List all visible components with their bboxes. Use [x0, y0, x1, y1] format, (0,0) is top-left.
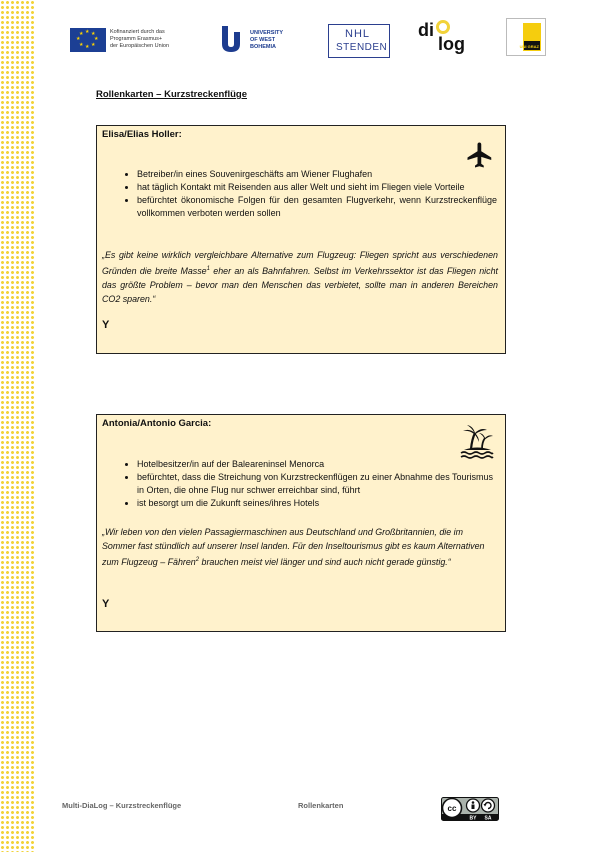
dialog-text-top: di [418, 20, 434, 40]
uwb-mark-icon [220, 24, 242, 54]
nhl-stenden-logo [328, 24, 390, 58]
list-item: • befürchtet, dass die Streichung von Kurzstreckenflügen zu einer Abnahme des Tourismus in Orten, die ohne Flug nur schwer erreichbar sind, führt [137, 471, 497, 497]
list-item: • Betreiber/in eines Souvenirgeschäfts am Wiener Flughafen [137, 168, 497, 181]
nhl-text: NHL [345, 28, 371, 40]
quote-text: „Wir leben von den vielen Passagiermaschinen aus Deutschland und Großbritannien, die im Sommer fast stündlich auf unserer Insel landen. Für den Inseltourismus gibt es kaum Alternativen zum Flugzeug – Fähren [102, 527, 485, 567]
footnote-ref: 2 [195, 557, 200, 563]
uwb-text-line: UNIVERSITY [250, 30, 284, 36]
dialog-text-bottom: log [438, 34, 465, 54]
role-card-name: Antonia/Antonio Garcia: [102, 418, 212, 429]
list-item: • ist besorgt um die Zukunft seines/ihres Hotels [137, 497, 497, 510]
role-card-bullets [117, 458, 497, 510]
partner-logos [70, 18, 550, 62]
list-item: • hat täglich Kontakt mit Reisenden aus aller Welt und sieht im Fliegen viele Vorteile [137, 181, 497, 194]
role-card-name: Elisa/Elias Holler: [102, 129, 182, 140]
eu-text-line: Kofinanziert durch das [110, 29, 165, 35]
palm-island-icon [459, 423, 495, 461]
list-item: • Hotelbesitzer/in auf der Baleareninsel Menorca [137, 458, 497, 471]
uwb-text-line: BOHEMIA [250, 44, 276, 50]
role-card-bullets [117, 168, 497, 220]
quote-text: brauchen meist viel länger und sind auch nicht gerade günstig.“ [199, 556, 451, 567]
footnote-ref: 1 [206, 266, 210, 272]
role-card-quote [102, 248, 498, 306]
document-title: Rollenkarten – Kurzstreckenflüge [96, 89, 247, 100]
dialog-ring-icon [436, 20, 450, 34]
eu-flag-icon: ★ ★ ★ ★ ★ ★ ★ ★ [70, 28, 106, 52]
eu-text-line: der Europäischen Union [110, 43, 170, 49]
cc-by-sa-license-icon [441, 797, 499, 821]
role-card-mark: Y [102, 598, 110, 610]
list-item: • befürchtet ökonomische Folgen für den gesamten Flugverkehr, wenn Kurzstreckenflüge vollkommen verboten werden sollen [137, 194, 497, 220]
role-card-mark: Y [102, 319, 110, 331]
uni-graz-text: UNI GRAZ [519, 44, 539, 49]
role-card-quote [102, 525, 498, 569]
footer-project-title: Multi-DiaLog – Kurzstreckenflüge [62, 801, 182, 810]
uwb-text-line: OF WEST [250, 37, 276, 43]
decorative-dot-border [0, 0, 34, 852]
role-card [96, 125, 506, 354]
license-sa-text: SA [484, 815, 492, 821]
dialog-logo [418, 20, 476, 60]
eu-erasmus-logo [70, 28, 200, 54]
airplane-icon [465, 140, 495, 170]
license-by-text: BY [469, 815, 477, 821]
role-card [96, 414, 506, 632]
uni-graz-logo [506, 18, 546, 56]
eu-text-line: Programm Erasmus+ [110, 36, 163, 42]
quote-text: „Es gibt keine wirklich vergleichbare Alternative zum Flugzeug: Fliegen spricht aus verschiedenen Gründen die breite Masse [102, 250, 498, 276]
quote-text: eher an als Bahnfahren. Selbst im Verkehrssektor ist das Fliegen nicht das größte Problem – bevor man den Menschen das verbietet, sollte man in anderen Bereichen CO2 sparen.“ [102, 265, 498, 304]
university-west-bohemia-logo [220, 24, 300, 58]
footer-section-title: Rollenkarten [298, 801, 344, 810]
svg-text:cc: cc [447, 804, 457, 813]
stenden-text: STENDEN [336, 42, 388, 53]
